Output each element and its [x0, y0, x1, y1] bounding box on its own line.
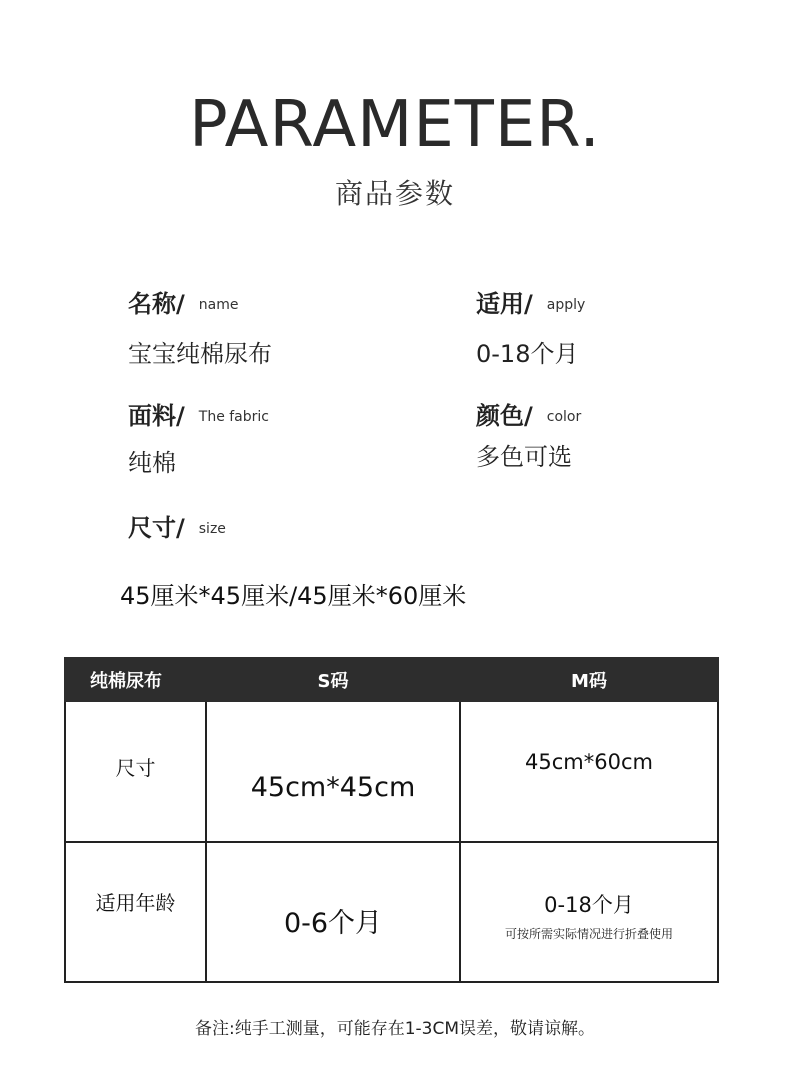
param-apply-label	[476, 284, 585, 319]
param-name-label-cn: 名称/	[128, 290, 185, 318]
table-cell-age-label	[65, 842, 206, 982]
size-m-value: 45cm*60cm	[525, 750, 653, 774]
param-size-label	[128, 508, 226, 543]
table-cell-age-s	[206, 842, 460, 982]
table-cell-age-m	[460, 842, 718, 982]
param-fabric-label-cn: 面料/	[128, 402, 185, 430]
param-apply-value: 0-18个月	[476, 340, 579, 368]
param-color-label	[476, 396, 581, 431]
param-name-value: 宝宝纯棉尿布	[128, 340, 272, 368]
param-size-label-cn: 尺寸/	[128, 514, 185, 542]
footer-note: 备注:纯手工测量，可能存在1-3CM误差，敬请谅解。	[194, 1019, 596, 1039]
param-fabric-value: 纯棉	[128, 449, 176, 477]
param-fabric-label-en: The fabric	[198, 409, 269, 425]
age-m-value: 0-18个月	[544, 893, 634, 917]
param-size-label-en: size	[198, 521, 226, 537]
row-label: 尺寸	[115, 756, 156, 780]
param-fabric-label	[128, 396, 269, 431]
row-label: 适用年龄	[95, 891, 176, 915]
age-m-note: 可按所需实际情况进行折叠使用	[504, 927, 673, 941]
age-s-value: 0-6个月	[283, 908, 383, 939]
param-size-value: 45厘米*45厘米/45厘米*60厘米	[120, 582, 467, 610]
table-row	[65, 842, 718, 982]
table-header-s: S码	[206, 658, 460, 701]
param-name-label	[128, 284, 238, 319]
table-cell-size-s	[206, 701, 460, 842]
param-name-label-en: name	[198, 297, 239, 313]
param-color-label-en: color	[546, 409, 582, 425]
page-title: PARAMETER.	[189, 88, 601, 162]
table-cell-size-m	[460, 701, 718, 842]
page-subtitle: 商品参数	[334, 177, 455, 210]
table-header-product: 纯棉尿布	[65, 658, 206, 701]
param-apply-label-cn: 适用/	[476, 290, 533, 318]
param-color-label-cn: 颜色/	[476, 402, 533, 430]
table-header-row	[65, 658, 718, 701]
param-color-value: 多色可选	[476, 443, 572, 471]
table-cell-size-label	[65, 701, 206, 842]
table-header-m: M码	[460, 658, 718, 701]
size-s-value: 45cm*45cm	[250, 772, 416, 803]
spec-table	[64, 657, 719, 983]
table-row	[65, 701, 718, 842]
param-apply-label-en: apply	[546, 297, 586, 313]
